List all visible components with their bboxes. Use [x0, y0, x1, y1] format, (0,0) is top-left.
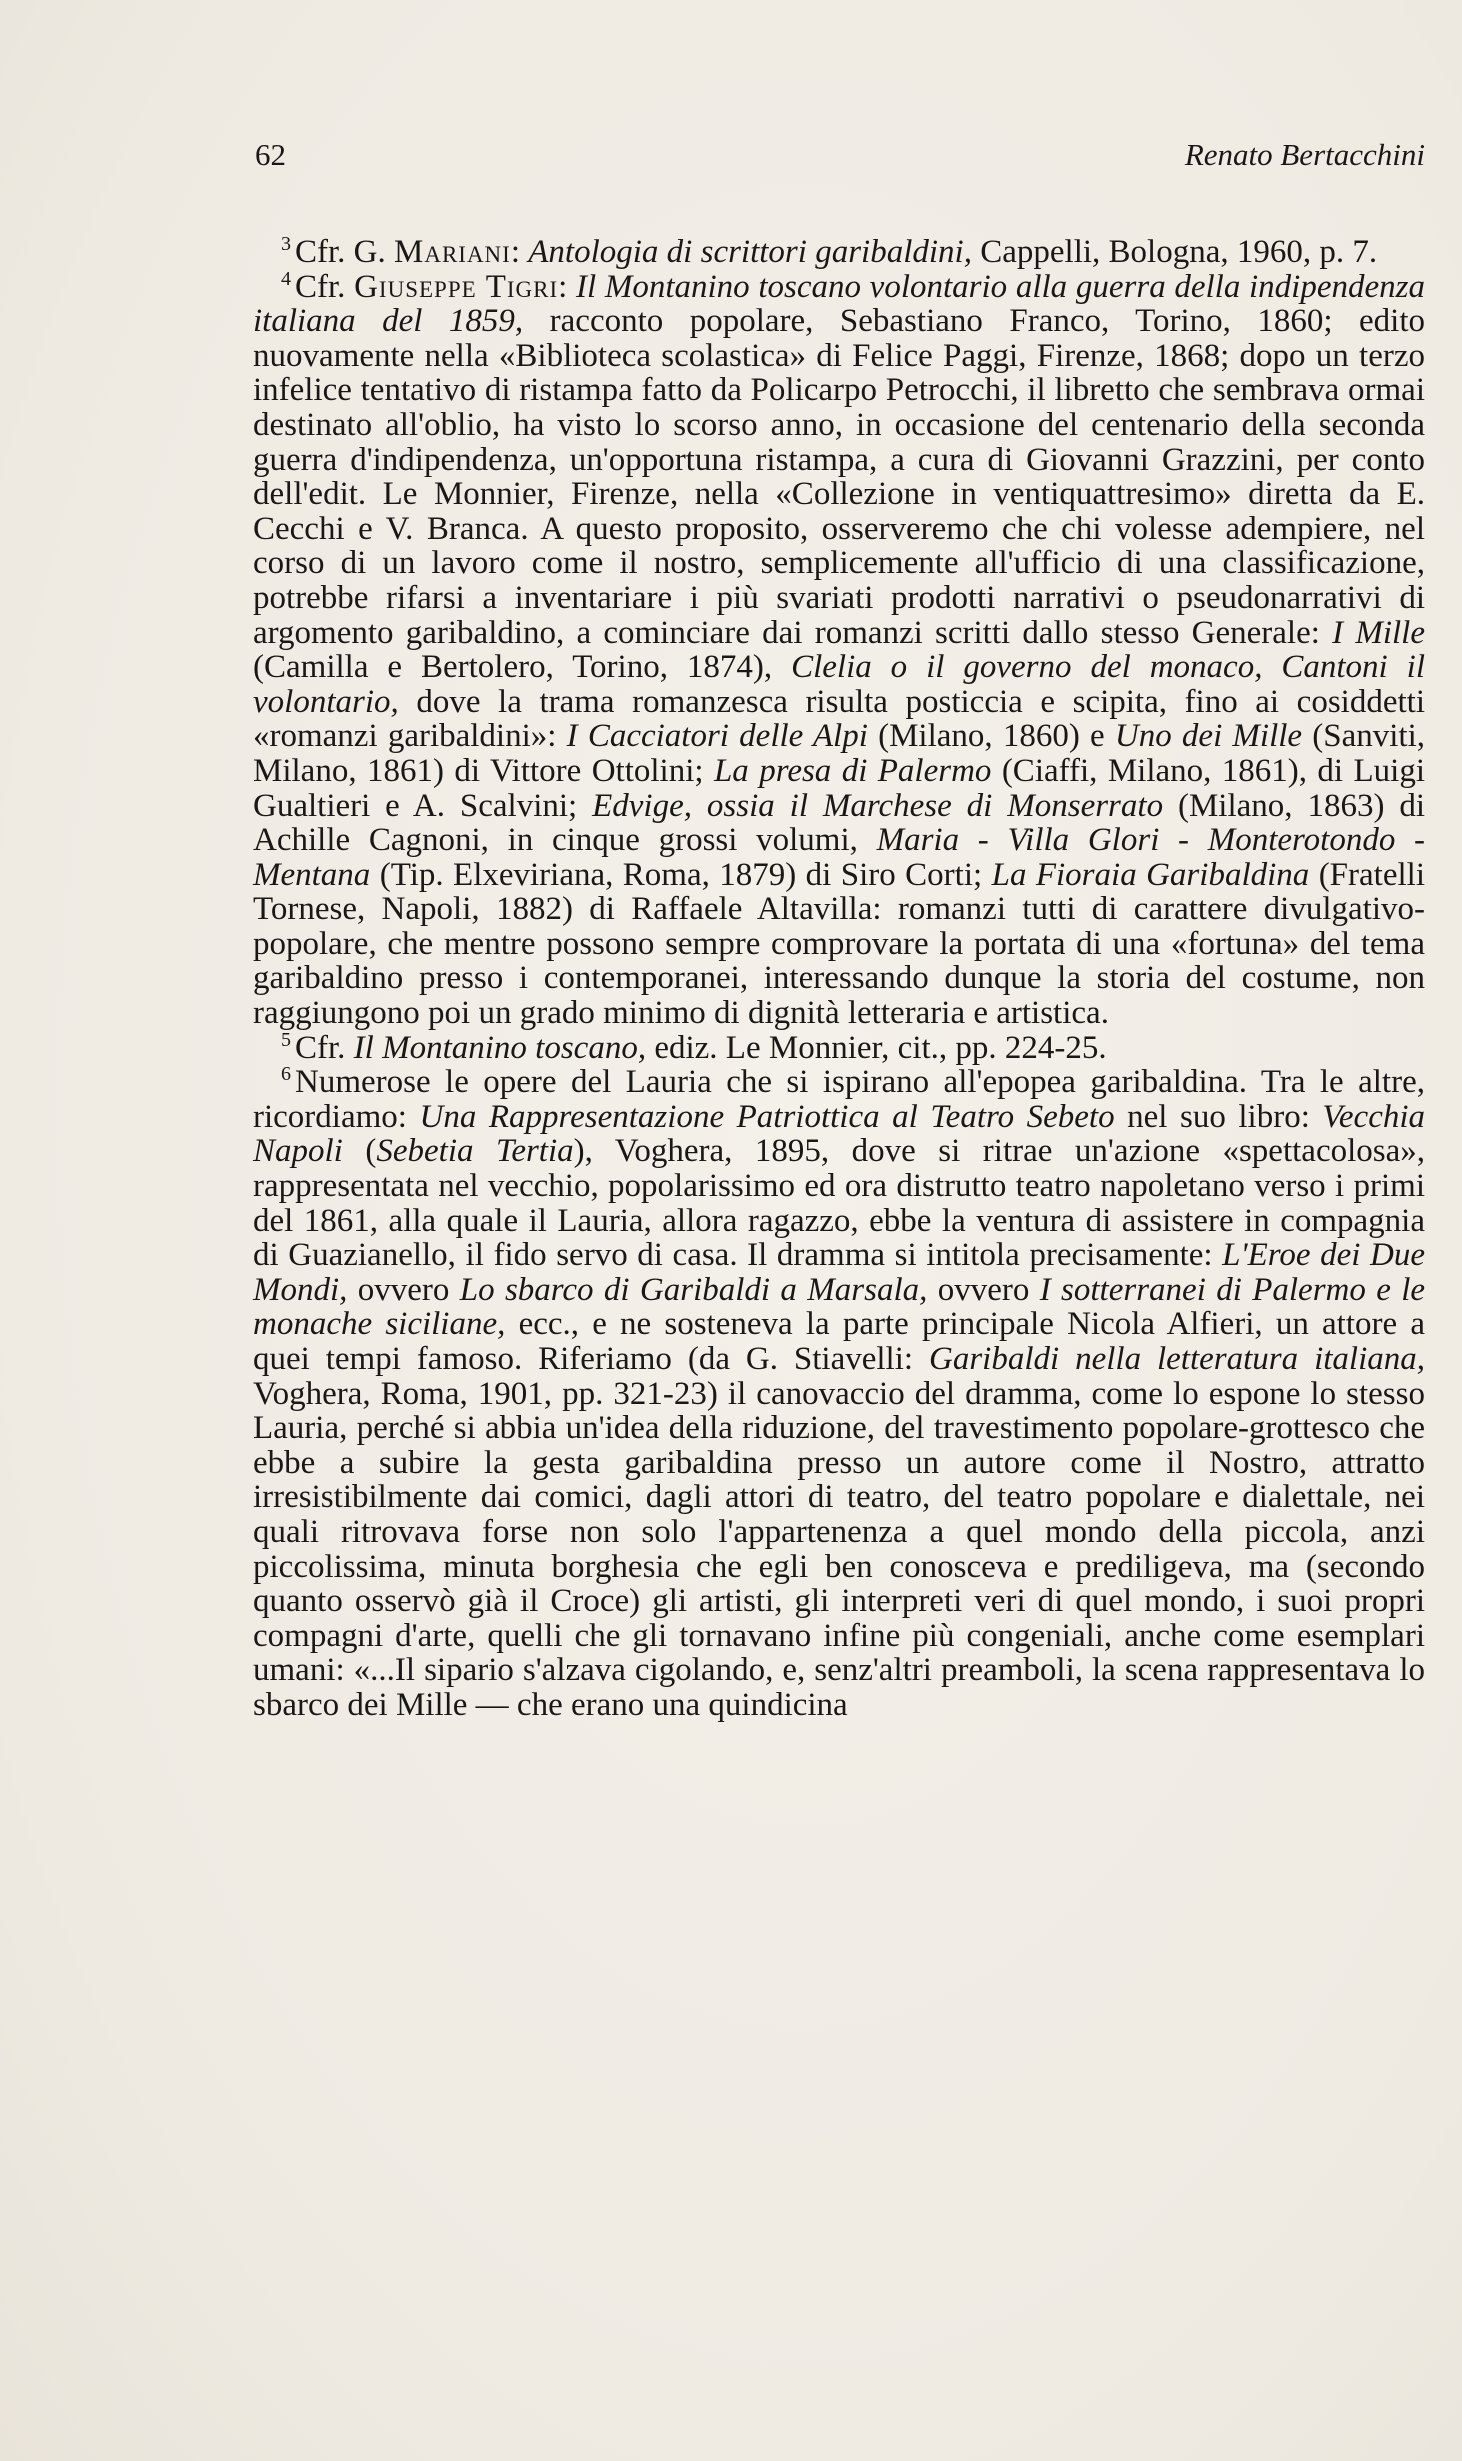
- footnote-run: ediz. Le Monnier, cit., pp. 224-25.: [646, 1029, 1107, 1066]
- italic-text: Antologia di scrittori garibaldini,: [528, 234, 972, 270]
- footnote-run: (Sanviti, Milano, 1861) di Vittore Ottolini;: [253, 718, 1426, 789]
- footnote-run: (Milano, 1863) di Achille Cagnoni, in cinque grossi volumi,: [253, 787, 1425, 859]
- running-head: Renato Bertacchini: [1184, 137, 1425, 172]
- footnote-text: [295, 1030, 1107, 1066]
- footnote-run: :: [510, 234, 529, 270]
- italic-text: Lo sbarco di Garibaldi a Marsala,: [459, 1271, 928, 1308]
- italic-text: Clelia o il governo del monaco, Cantoni il volontario,: [253, 649, 1425, 720]
- footnotes: [253, 235, 1425, 1723]
- footnote-run: (Milano, 1860) e: [867, 718, 1115, 755]
- page-header: [255, 130, 1425, 180]
- footnote-marker: 3: [281, 233, 291, 255]
- footnote-run: (Tip. Elxeviriana, Roma, 1879) di Siro Corti;: [370, 856, 992, 893]
- footnote-marker: 4: [281, 267, 291, 290]
- footnote-run: ), Voghera, 1895, dove si ritrae un'azione «spettacolosa», rappresentata nel vecchio, popolarissimo ed ora distrutto teatro napoletano verso i primi del 1861, alla quale il Lauria, allora ragazzo, ebbe la ventura di assistere in compagnia di Guazianello, il fido servo di casa. Il dramma si intitola precisamente:: [253, 1133, 1425, 1274]
- italic-text: I sotterranei di Palermo e le monache siciliane,: [253, 1271, 1426, 1343]
- italic-text: Maria - Villa Glori - Monterotondo - Mentana: [253, 822, 1425, 893]
- footnote-run: :: [558, 268, 577, 305]
- italic-text: Uno dei Mille: [1114, 718, 1303, 755]
- footnote-run: ovvero: [927, 1271, 1040, 1308]
- footnote-marker: 6: [281, 1063, 291, 1086]
- italic-text: Sebetia Tertia: [376, 1133, 574, 1170]
- smallcaps-text: Mariani: [394, 234, 511, 270]
- footnote: [253, 1028, 1425, 1066]
- footnote-run: ecc., e ne sosteneva la parte principale Nicola Alfieri, un attore a quei tempi famoso. Riferiamo (da G. Stiavelli:: [253, 1306, 1425, 1377]
- footnote-run: ovvero: [347, 1271, 460, 1308]
- footnote-run: (Ciaffi, Milano, 1861), di Luigi Gualtieri e A. Scalvini;: [253, 752, 1425, 824]
- footnote-run: nel suo libro:: [1114, 1098, 1323, 1135]
- page-number: 62: [255, 137, 286, 172]
- italic-text: Il Montanino toscano,: [353, 1029, 647, 1066]
- footnote: [253, 235, 1425, 270]
- italic-text: Il Montanino toscano volontario alla guerra della indipendenza italiana del 1859,: [253, 268, 1425, 340]
- smallcaps-text: Giuseppe Tigri: [354, 268, 559, 305]
- footnote: [253, 1065, 1425, 1722]
- italic-text: Vecchia Napoli: [253, 1098, 1426, 1170]
- italic-text: L'Eroe dei Due Mondi,: [253, 1237, 1425, 1308]
- footnote-marker: 5: [281, 1028, 291, 1051]
- italic-text: I Cacciatori delle Alpi: [566, 718, 868, 755]
- italic-text: I Mille: [1332, 614, 1425, 651]
- footnote-text: [295, 234, 1377, 270]
- footnote-run: Cfr.: [295, 1029, 354, 1066]
- footnote-run: Cfr.: [295, 268, 355, 305]
- footnote-run: (Camilla e Bertolero, Torino, 1874),: [253, 649, 792, 686]
- footnote-run: (: [342, 1133, 377, 1170]
- footnote-run: Numerose le opere del Lauria che si ispirano all'epopea garibaldina. Tra le altre, ricordiamo:: [253, 1064, 1425, 1135]
- footnote-run: (Fratelli Tornese, Napoli, 1882) di Raffaele Altavilla: romanzi tutti di carattere divulgativo-popolare, che mentre possono sempre comprovare la portata di una «fortuna» del tema garibaldino presso i contemporanei, interessando dunque la storia del costume, non raggiungono poi un grado minimo di dignità letteraria e artistica.: [253, 856, 1425, 1032]
- footnote-run: dove la trama romanzesca risulta posticcia e scipita, fino ai cosiddetti «romanzi garibaldini»:: [253, 683, 1425, 755]
- italic-text: Garibaldi nella letteratura italiana,: [928, 1341, 1425, 1377]
- footnote-text: [253, 1064, 1425, 1723]
- footnote: [253, 267, 1426, 1032]
- italic-text: Edvige, ossia il Marchese di Monserrato: [592, 787, 1164, 824]
- footnote-run: Voghera, Roma, 1901, pp. 321-23) il canovaccio del dramma, come lo espone lo stesso Lauria, perché si abbia un'idea della riduzione, del travestimento popolare-grottesco che ebbe a subire la gesta garibaldina presso un autore come il Nostro, attratto irresistibilmente dai comici, dagli attori di teatro, del teatro popolare e dialettale, nei quali ritrovava forse non solo l'appartenenza a quel mondo della piccola, anzi piccolissima, minuta borghesia che egli ben conosceva e prediligeva, ma (secondo quanto osservò già il Croce) gli artisti, gli interpreti veri di quel mondo, i suoi propri compagni d'arte, quelli che gli tornavano infine più congeniali, anche come esemplari umani: «...Il sipario s'alzava cigolando, e, senz'altri preamboli, la scena rappresentava lo sbarco dei Mille — che erano una quindicina: [253, 1375, 1425, 1723]
- footnote-run: Cappelli, Bologna, 1960, p. 7.: [971, 234, 1378, 270]
- footnote-text: [253, 269, 1425, 1031]
- italic-text: La Fioraia Garibaldina: [991, 856, 1310, 893]
- italic-text: Una Rappresentazione Patriottica al Teatro Sebeto: [419, 1098, 1115, 1135]
- footnote-run: racconto popolare, Sebastiano Franco, Torino, 1860; edito nuovamente nella «Biblioteca scolastica» di Felice Paggi, Firenze, 1868; dopo un terzo infelice tentativo di ristampa fatto da Policarpo Petrocchi, il libretto che sembrava ormai destinato all'oblio, ha visto lo scorso anno, in occasione del centenario della seconda guerra d'indipendenza, un'opportuna ristampa, a cura di Giovanni Grazzini, per conto dell'edit. Le Monnier, Firenze, nella «Collezione in ventiquattresimo» diretta da E. Cecchi e V. Branca. A questo proposito, osserveremo che chi volesse adempiere, nel corso di un lavoro come il nostro, semplicemente all'ufficio di una classificazione, potrebbe rifarsi a inventariare i più svariati prodotti narrativi o pseudonarrativi di argomento garibaldino, a cominciare dai romanzi scritti dallo stesso Generale:: [253, 303, 1425, 651]
- italic-text: La presa di Palermo: [713, 752, 992, 789]
- footnote-run: Cfr. G.: [295, 234, 394, 270]
